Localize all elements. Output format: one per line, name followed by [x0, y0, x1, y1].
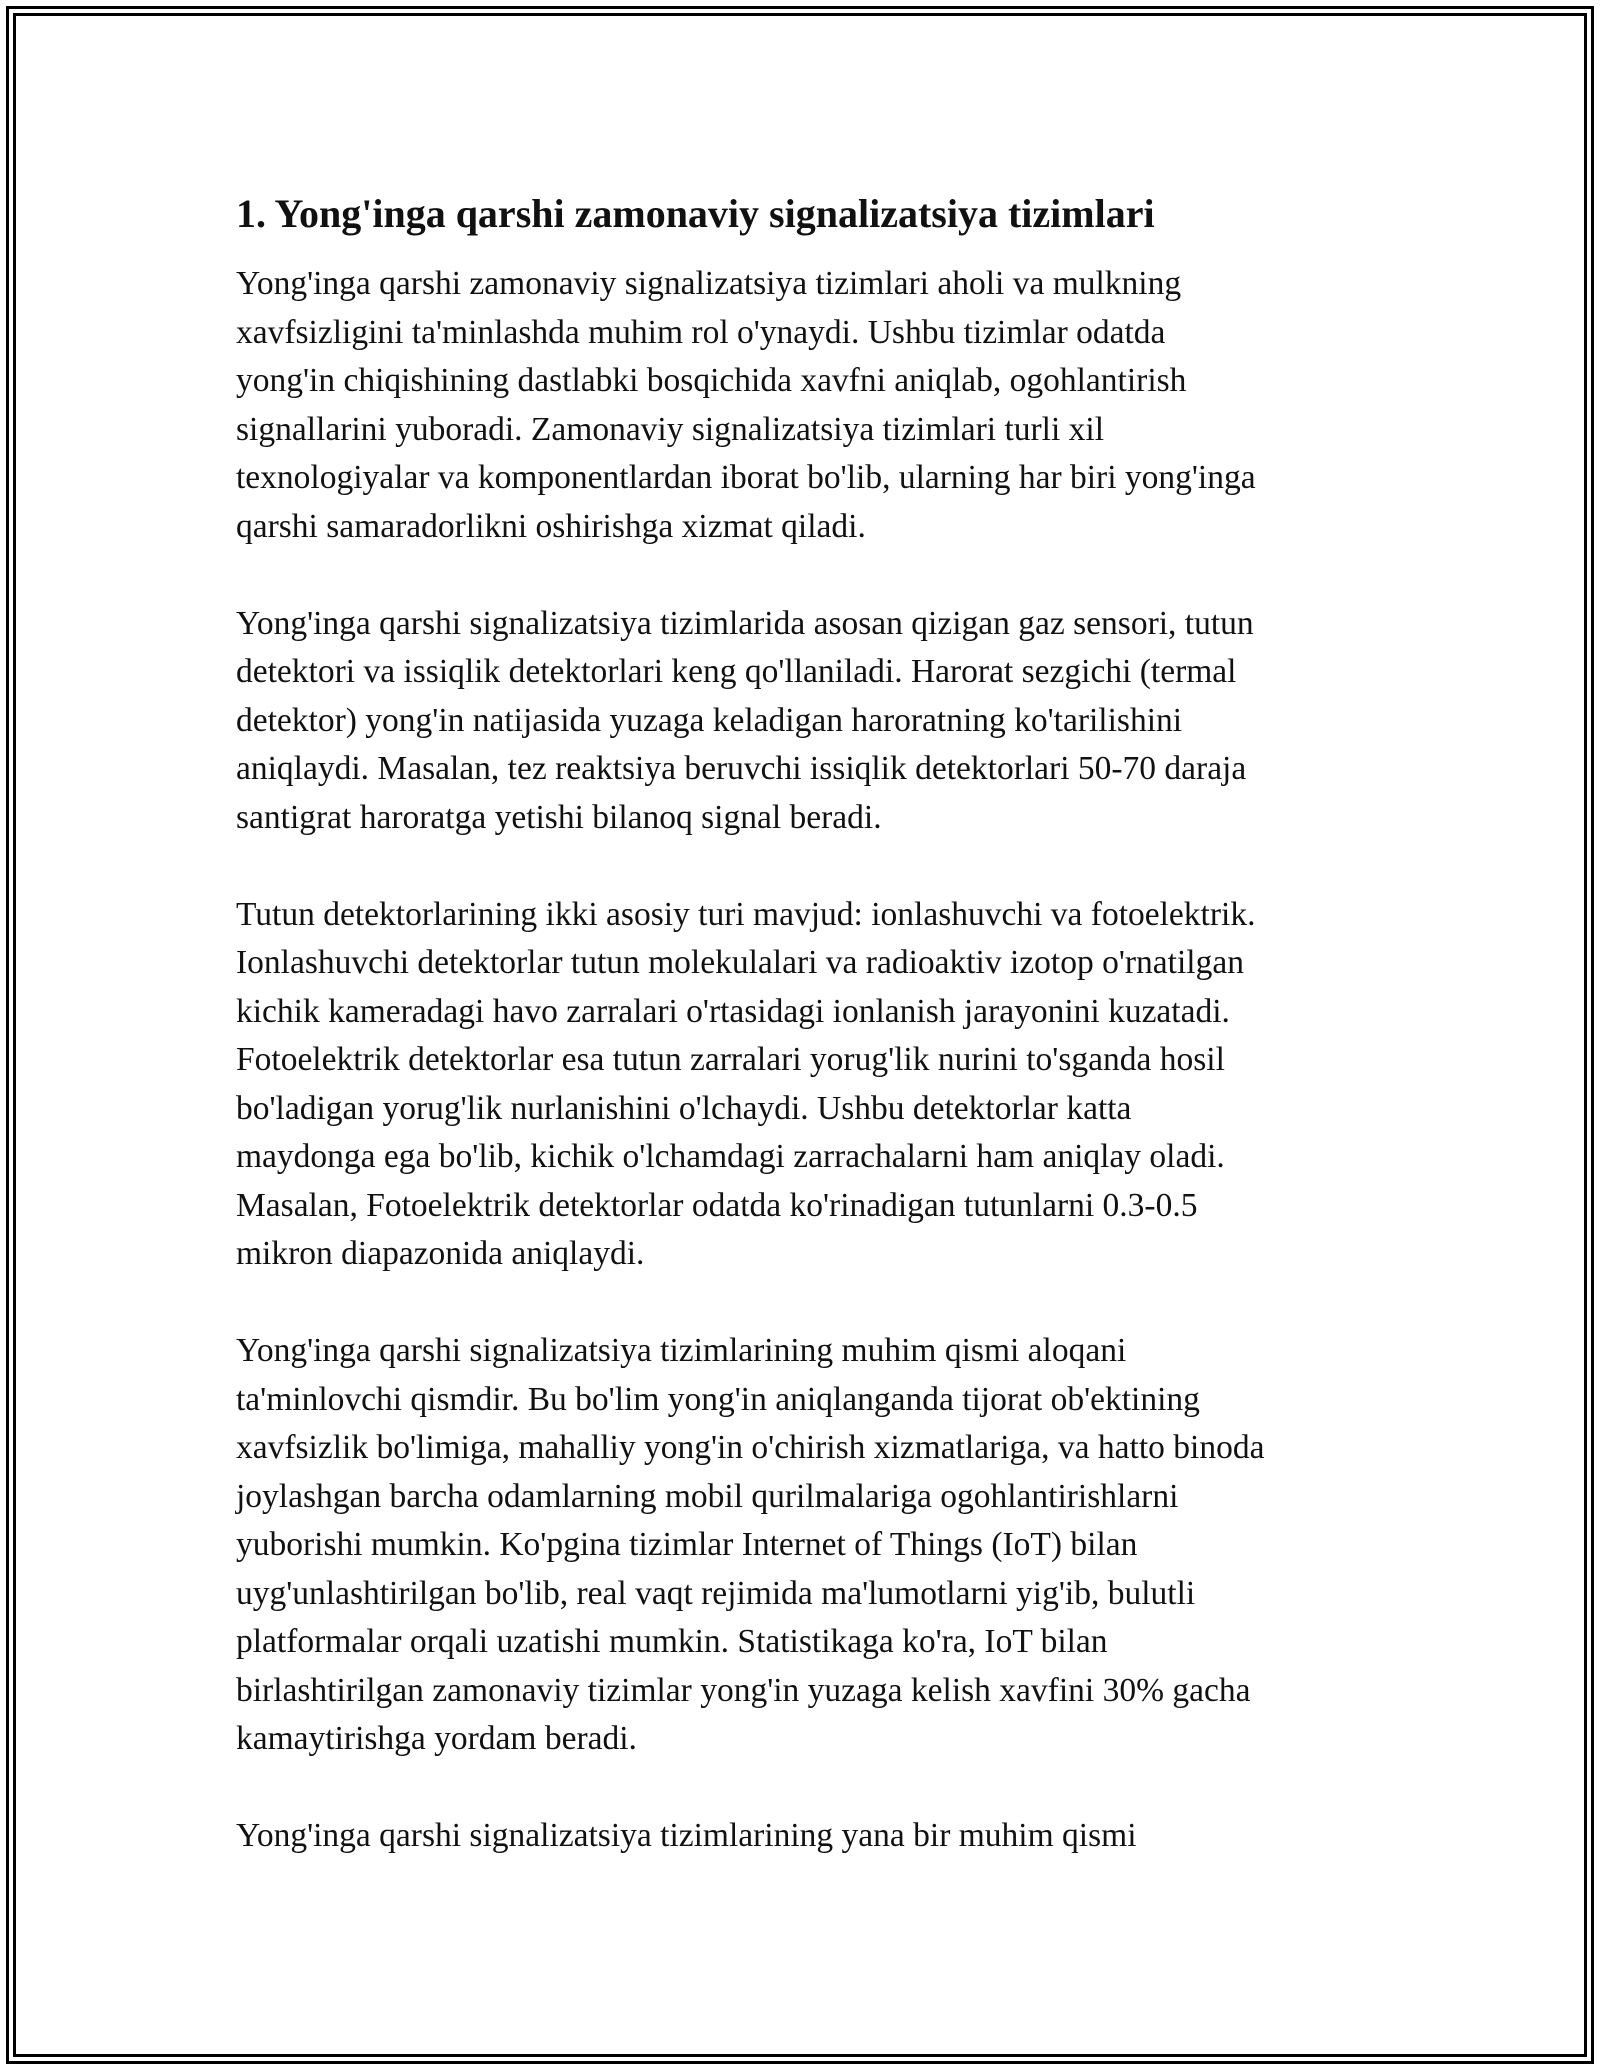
text-line: yuborishi mumkin. Ko'pgina tizimlar Internet of Things (IoT) bilan — [236, 1526, 1138, 1563]
text-line: yong'in chiqishining dastlabki bosqichida xavfni aniqlab, ogohlantirish — [236, 362, 1187, 399]
text-line: texnologiyalar va komponentlardan iborat bo'lib, ularning har biri yong'inga — [236, 459, 1256, 496]
section-heading: 1. Yong'inga qarshi zamonaviy signalizatsiya tizimlari — [236, 191, 1155, 236]
paragraph-4 — [236, 1327, 1364, 1764]
text-line: Masalan, Fotoelektrik detektorlar odatda ko'rinadigan tutunlarni 0.3-0.5 — [236, 1186, 1198, 1224]
document-body — [236, 188, 1364, 1909]
text-line: platformalar orqali uzatishi mumkin. Statistikaga ko'ra, IoT bilan — [236, 1623, 1108, 1660]
text-line: qarshi samaradorlikni oshirishga xizmat qiladi. — [236, 507, 866, 545]
text-line: Yong'inga qarshi signalizatsiya tizimlarida asosan qizigan gaz sensori, tutun — [236, 604, 1254, 642]
text-line: bo'ladigan yorug'lik nurlanishini o'lchaydi. Ushbu detektorlar katta — [236, 1089, 1132, 1127]
text-line: kichik kameradagi havo zarralari o'rtasidagi ionlanish jarayonini kuzatadi. — [236, 992, 1230, 1030]
text-line: ta'minlovchi qismdir. Bu bo'lim yong'in aniqlanganda tijorat ob'ektining — [236, 1380, 1200, 1418]
text-line: Ionlashuvchi detektorlar tutun molekulalari va radioaktiv izotop o'rnatilgan — [236, 944, 1244, 981]
text-line: xavfsizligini ta'minlashda muhim rol o'ynaydi. Ushbu tizimlar odatda — [236, 313, 1166, 351]
text-line: aniqlaydi. Masalan, tez reaktsiya beruvchi issiqlik detektorlari 50-70 daraja — [236, 750, 1247, 787]
text-line: maydonga ega bo'lib, kichik o'lchamdagi zarrachalarni ham aniqlay oladi. — [236, 1138, 1225, 1175]
text-line: detektori va issiqlik detektorlari keng qo'llaniladi. Harorat sezgichi (termal — [236, 653, 1237, 690]
paragraph-3 — [236, 891, 1364, 1279]
text-line: Yong'inga qarshi zamonaviy signalizatsiya tizimlari aholi va mulkning — [236, 265, 1182, 302]
paragraph-2 — [236, 600, 1364, 843]
text-line: kamaytirishga yordam beradi. — [236, 1720, 637, 1757]
text-line: signallarini yuboradi. Zamonaviy signalizatsiya tizimlari turli xil — [236, 410, 1105, 448]
text-line: birlashtirilgan zamonaviy tizimlar yong'in yuzaga kelish xavfini 30% gacha — [236, 1671, 1251, 1709]
paragraph-5 — [236, 1812, 1364, 1861]
text-line: Fotoelektrik detektorlar esa tutun zarralari yorug'lik nurini to'sganda hosil — [236, 1041, 1225, 1078]
text-line: uyg'unlashtirilgan bo'lib, real vaqt rejimida ma'lumotlarni yig'ib, bulutli — [236, 1574, 1196, 1612]
text-line: Yong'inga qarshi signalizatsiya tizimlarining yana bir muhim qismi — [236, 1817, 1137, 1854]
text-line: xavfsizlik bo'limiga, mahalliy yong'in o'chirish xizmatlariga, va hatto binoda — [236, 1429, 1265, 1466]
text-line: detektor) yong'in natijasida yuzaga keladigan haroratning ko'tarilishini — [236, 701, 1183, 739]
text-line: mikron diapazonida aniqlaydi. — [236, 1235, 645, 1272]
paragraph-1 — [236, 260, 1364, 551]
text-line: Tutun detektorlarining ikki asosiy turi mavjud: ionlashuvchi va fotoelektrik. — [236, 895, 1256, 933]
text-line: joylashgan barcha odamlarning mobil qurilmalariga ogohlantirishlarni — [236, 1477, 1179, 1515]
text-line: santigrat haroratga yetishi bilanoq signal beradi. — [236, 798, 882, 836]
text-line: Yong'inga qarshi signalizatsiya tizimlarining muhim qismi aloqani — [236, 1332, 1127, 1369]
